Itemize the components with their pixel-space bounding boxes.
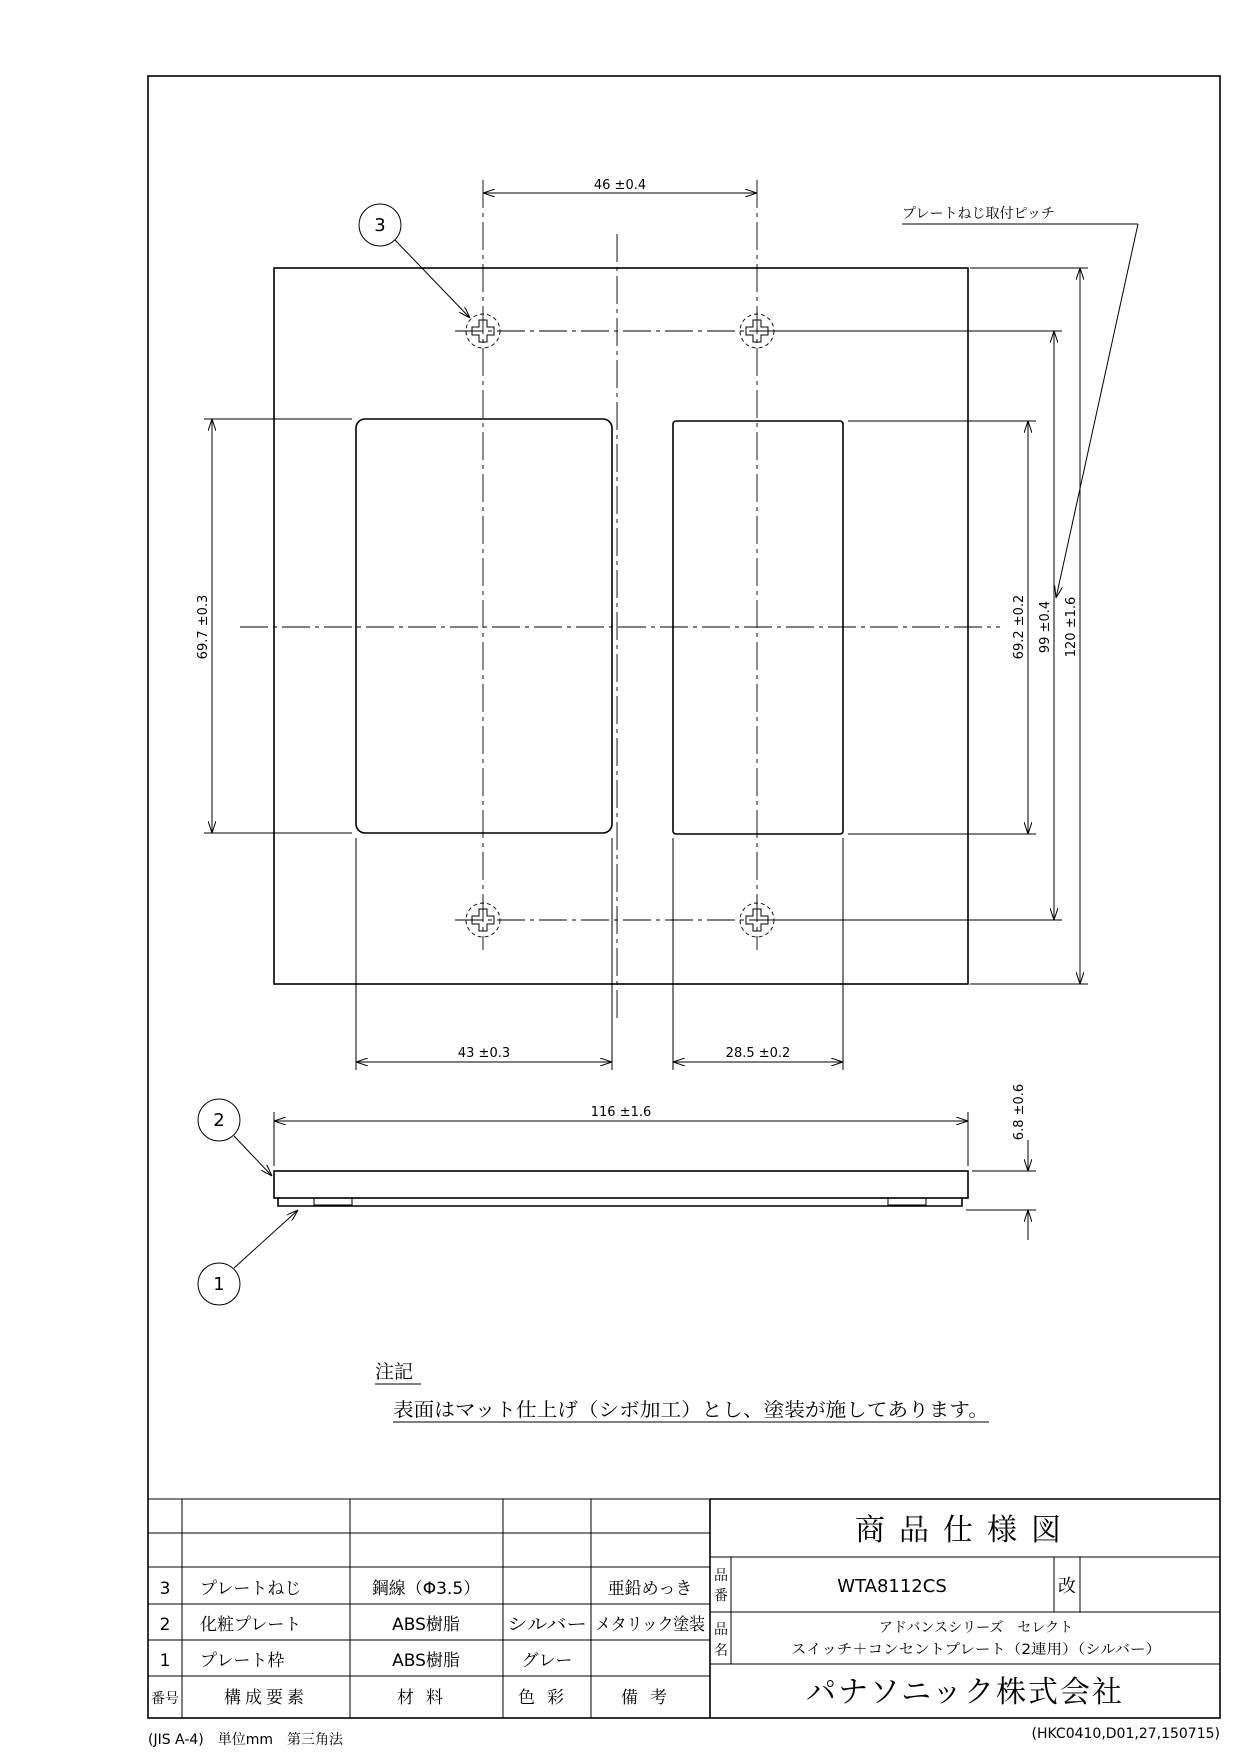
header-component: 構成要素	[224, 1688, 308, 1708]
row-2-material: ABS樹脂	[392, 1615, 460, 1635]
name-label: 品	[714, 1622, 728, 1638]
left-opening	[356, 419, 612, 833]
side-view	[198, 1084, 1036, 1305]
header-no: 番号	[151, 1691, 179, 1707]
product-name-line1: アドバンスシリーズ セレクト	[878, 1620, 1074, 1636]
dim-plate-width: 116 ±1.6	[590, 1105, 652, 1120]
footer-code: (HKC0410,D01,27,150715)	[1031, 1726, 1220, 1742]
balloon-1-label: 1	[213, 1274, 225, 1295]
company-name: パナソニック株式会社	[806, 1675, 1124, 1710]
table-row	[160, 1615, 705, 1635]
plate-frame-profile	[278, 1198, 962, 1206]
table-row	[160, 1579, 693, 1599]
row-1-color: グレー	[521, 1651, 573, 1671]
row-2-no: 2	[159, 1615, 171, 1635]
dim-thickness: 6.8 ±0.6	[1012, 1083, 1027, 1141]
row-1-material: ABS樹脂	[392, 1651, 460, 1671]
header-color: 色彩	[518, 1688, 576, 1708]
note-block	[375, 1361, 989, 1422]
header-material: 材料	[397, 1688, 455, 1708]
row-1-no: 1	[159, 1651, 171, 1671]
right-opening	[673, 421, 843, 834]
title-block	[710, 1499, 1220, 1710]
dim-right-open-width: 28.5 ±0.2	[725, 1046, 791, 1061]
revision-label: 改	[1058, 1576, 1076, 1597]
front-view	[196, 178, 1138, 1070]
drawing-border	[148, 76, 1220, 1718]
note-title: 注記	[375, 1361, 414, 1383]
footer-standard: (JIS A-4) 単位mm 第三角法	[148, 1732, 344, 1748]
row-2-color: シルバー	[507, 1615, 587, 1635]
plate-outline	[274, 268, 968, 984]
product-name-line2: スイッチ＋コンセントプレート（2連用）（シルバー）	[791, 1642, 1127, 1658]
row-3-remarks: 亜鉛めっき	[607, 1579, 693, 1599]
part-number: WTA8112CS	[837, 1576, 947, 1597]
name-label-2: 名	[714, 1643, 728, 1659]
balloon-2-leader	[234, 1136, 272, 1176]
part-no-label: 品	[714, 1568, 728, 1584]
row-2-component: 化粧プレート	[200, 1615, 302, 1635]
note-text: 表面はマット仕上げ（シボ加工）とし、塗装が施してあります。	[393, 1399, 989, 1421]
balloon-3-label: 3	[374, 215, 386, 236]
plate-pitch-leader	[1056, 224, 1138, 598]
dim-hole-pitch: 46 ±0.4	[593, 178, 647, 193]
dim-left-open-width: 43 ±0.3	[457, 1046, 511, 1061]
decorative-plate-profile	[274, 1171, 968, 1198]
row-3-material: 鋼線（Φ3.5）	[371, 1579, 481, 1599]
row-2-remarks: メタリック塗装	[595, 1615, 705, 1635]
dim-left-open-height: 69.7 ±0.3	[196, 594, 211, 660]
row-3-component: プレートねじ	[200, 1579, 302, 1599]
balloon-2-label: 2	[213, 1110, 225, 1131]
dim-plate-height: 120 ±1.6	[1064, 596, 1079, 658]
dim-screw-pitch-vertical: 99 ±0.4	[1038, 600, 1053, 654]
parts-table	[148, 1499, 710, 1718]
balloon-1-leader	[234, 1210, 298, 1268]
header-remarks: 備考	[621, 1688, 679, 1708]
table-row	[160, 1651, 573, 1671]
part-no-label-2: 番	[714, 1588, 728, 1604]
balloon-3-leader	[395, 240, 470, 318]
table-header	[151, 1688, 679, 1708]
dim-right-open-height: 69.2 ±0.2	[1012, 594, 1027, 660]
row-1-component: プレート枠	[200, 1651, 285, 1671]
row-3-no: 3	[159, 1579, 171, 1599]
drawing-title: 商品仕様図	[855, 1513, 1075, 1548]
plate-pitch-label: プレートねじ取付ピッチ	[902, 206, 1055, 222]
